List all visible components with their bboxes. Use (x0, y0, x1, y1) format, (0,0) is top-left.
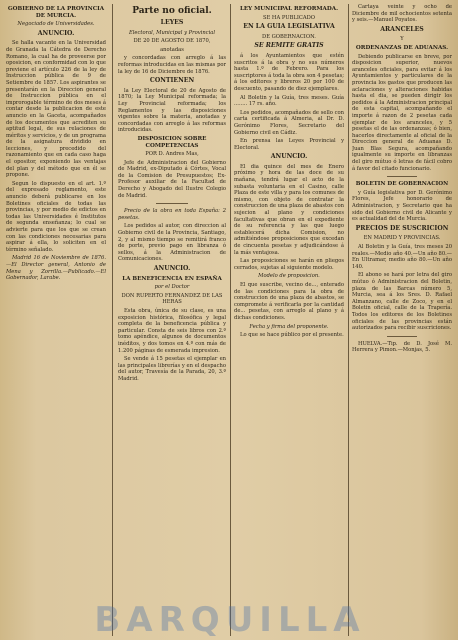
book-author: DON RUPERTO FERNANDEZ DE LAS HERAS (121, 292, 223, 306)
section-title: SE REMITE GRATIS (254, 42, 324, 50)
section-heading: GOBIERNO DE LA PROVINCIA DE MURCIA. (7, 6, 105, 19)
subheading: SE HA PUBLICADO (262, 14, 316, 21)
book-title: LEYES (160, 19, 184, 26)
column-4 (352, 4, 452, 636)
body-paragraph: Se vende á 15 pesetas el ejemplar en las principales librerías y en el despacho del autor, Travesía de la Parada, 20, 3.º Madrid. (118, 356, 226, 382)
price-line: Precio de la obra en toda España: 2 pesetas. (118, 208, 226, 221)
author-line: POR D. Andres Mas, (145, 151, 199, 158)
signature: Fecha y firma del proponente. (249, 323, 329, 330)
body-paragraph: En prensa las Leyes Provincial y Electoral. (234, 138, 344, 151)
subheading: Modelo de proposicion. (258, 273, 320, 280)
book-date: DE 20 DE AGOSTO DE 1870, (133, 38, 211, 45)
section-title: ARANCELES (380, 25, 424, 33)
column-3 (234, 4, 344, 636)
body-paragraph: El dia quince del mes de Enero próximo y hora de las doce de su mañana, tendrá lugar el acto de la subasta voluntaria en el Casino, calle Plaza de este villa y para los comunes de mismo, con objeto de contratar la construccion de una plaza de abastos con sujecion al plano y condiciones facultativas que obran en el expediente de su referencia y las que luego establecerá dicha Comision, no admitiéndose proposiciones que excedan de cincuenta pesetas y adjudicándose á la más ventajosa. (234, 163, 344, 256)
body-paragraph: Segun lo dispuesto en el art. 1.º del expresado reglamento, este anuncio deberá publicarse en los Boletines oficiales de todas las provincias, y por medio de edictos en todas las Universidades é Institutos de segunda enseñanza; lo cual se advierte para que los que se crean con las condiciones necesarias para aspirar á ella, lo soliciten en el término señalado. (6, 180, 106, 253)
body-paragraph: y Guía legislativa por D. Gerónimo Flores, Jefe honorario de Administracion, y Secretario que ha sido del Gobierno civil de Alicante y es actualidad del de Murcia. (352, 189, 452, 223)
announcement-heading: ANUNCIO. (270, 153, 308, 161)
announcement-heading: ANUNCIO. (37, 29, 75, 37)
column-rule (112, 4, 113, 636)
body-paragraph: y concordadas con arreglo á las reformas introducidas en las mismas por la ley de 16 de Diciembre de 1876. (118, 55, 226, 75)
subheading: CONTIENEN (149, 77, 195, 85)
subheading: DISPOSICION SOBRE COMPETENCIAS (137, 135, 207, 149)
column-2 (118, 4, 226, 636)
body-paragraph: Jefe de Administracion del Gobierno de Madrid, ex-Diputado á Córtes, Vocal de la Comision de Presupuestos; Ex-Profesor auxiliar de la Facultad de Derecho y Abogado del Ilustre Colegio de Madrid. (118, 159, 226, 199)
body-paragraph: El abono se hará por letra del giro mútuo ó Administracion del Boletin, plaza de las Barcas número 5, Murcia, sea á los Sres. D. Rafael Almanzano, calle de Zoco, y en el Boletin oficial, calle de la Trapería. Todos los editores de los Boletines oficiales de las provincias están autorizados para recibir suscriciones. (352, 272, 452, 332)
body-paragraph: El que suscribe, vecino de..., enterado de las condiciones para la obra de construccion de una plaza de abastos, se compromete á verificarla por la cantidad de... pesetas, con arreglo al plano y á dichas condiciones. (234, 281, 344, 321)
section-heading: LEY MUNICIPAL REFORMADA. (239, 6, 339, 12)
book-subtitle: Electoral, Municipal y Provincial (128, 29, 216, 36)
divider (156, 203, 188, 204)
announcement-heading: ANUNCIO. (153, 265, 191, 272)
imprint: HUELVA.—Tip. de D. José M. Herrera y Pimon.—Monjas, 5. (352, 340, 452, 354)
body-paragraph: la Ley Electoral de 20 de Agosto de 1870; la Ley Municipal reformada; la Ley Provincial reformada; los Reglamentos y las disposiciones vigentes sobre la materia, anotadas y concordadas con arreglo á las reformas introducidas. (118, 87, 226, 134)
book-author-intro: por el Doctor (154, 284, 190, 291)
body-paragraph: Los pedidos, acompañados de sello con carta certificada á Almeria, al Dr. D. Gerónimo Flores, Secretario del Gobierno civil en Cádiz. (234, 109, 344, 136)
body-paragraph: Debiendo publicarse en breve, por disposicion superior, nuevos aranceles oficiales, para evitar á los Ayuntamientos y particulares de la provincia los gastos que producen las aclaraciones y alteraciones habidas hasta el dia, se pueden dirigir los pedidos á la Administracion principal de esta capital, acompañando el importe á razon de 2 pesetas cada ejemplar de los aranceles, y 5 pesetas el de las ordenanzas; ó bien, hacerlos directamente al oficial de la Direccion general de Aduanas D. Juan Blas Segura, acompañando igualmente su importe en libranzas del giro mútuo ó letras de fácil cobro á favor del citado funcionario. (352, 53, 452, 172)
subheading: EN MADRID Y PROVINCIAS. (363, 235, 441, 242)
body-paragraph: Lo que se hace público por el presente. (240, 332, 344, 339)
subheading: Y (400, 36, 404, 43)
column-rule (348, 4, 349, 636)
body-paragraph: Al Boletin y la Guía, tres meses. Guía ........ 17 rs. año. (234, 94, 344, 108)
book-note: anotadas (160, 46, 184, 53)
section-subheading: Negociado de Universidades. (17, 21, 95, 28)
body-paragraph: Esta obra, única de su clase, es una exposicion histórica, filosófica y legal completa de la beneficencia pública y particular. Consta de seis libros con 2.º tomo apéndice, algunos de documentos inéditos, y dos tomos en 4.º con más de 1.200 páginas de esmerada impresion. (118, 307, 226, 354)
signature: Madrid 16 de Noviembre de 1876.—El Director general, Antonio de Mena y Zorrilla.—Publicado.—El Gobernador, Larabe. (6, 255, 106, 282)
library-watermark: BARQUILLA (94, 600, 366, 640)
divider (387, 336, 417, 337)
body-paragraph: á los Ayuntamientos que estén suscritos á la obra y no sus números hasta 1.º de Febrero. Para los suscriptores á toda la obra son 4 pesetas; á los editores y libreros 20 por 100 de descuento, pasando de diez ejemplares. (234, 52, 344, 92)
book-title: LA BENEFICENCIA EN ESPAÑA (122, 275, 222, 282)
body-paragraph: Se halla vacante en la Universidad de Granada la Cátedra de Derecho Romano, la cual ha de proveerse por oposicion, en conformidad con lo que previene el artículo 226 de la ley de Instruccion pública de 9 de Setiembre de 1857. Los aspirantes se presentarán en la Direccion general de Instruccion pública en el improrogable término de dos meses á contar desde la publicacion de este anuncio en la Gaceta, acompañados de los documentos que acrediten su aptitud legal, de sus relaciones de méritos y servicios, y de un programa de la asignatura dividido en lecciones, y precedido del razonamiento que en cada caso haga el opositor, exponiendo las ventajas del plan y del método que en él se propone. (6, 40, 106, 179)
body-paragraph: Cartaya veinte y ocho de Diciembre de mil ochocientos setenta y seis.—Manuel Poyatos. (352, 4, 452, 24)
column-rule (230, 4, 231, 636)
subheading: DE GOBERNACION. (262, 33, 316, 40)
section-heading: BOLETIN DE GOBERNACION (355, 181, 449, 188)
body-paragraph: Las proposiciones se harán en pliegos cerrados, sujetas al siguiente modelo. (234, 258, 344, 271)
section-title: Parte no oficial. (132, 6, 212, 16)
section-title: EN LA GUIA LEGISLATIVA (243, 23, 335, 31)
column-1 (6, 4, 106, 636)
body-paragraph: Al Boletin y la Guía, tres meses 20 reales.—Medio año 40.—Un año 80.—En Ultramar, medio año 80.—Un año 140. (352, 244, 452, 270)
divider (387, 176, 417, 177)
body-paragraph: Los pedidos al autor, con direccion al Gobierno civil de la Provincia, Santiago, 2, y al mismo tiempo se remitirá franco de porte, previo pago en libranza ó sellos, á la Administracion de Comunicaciones. (118, 223, 226, 263)
section-title: PRECIOS DE SUSCRICION (355, 224, 449, 232)
subheading: ORDENANZAS DE ADUANAS. (355, 44, 449, 51)
